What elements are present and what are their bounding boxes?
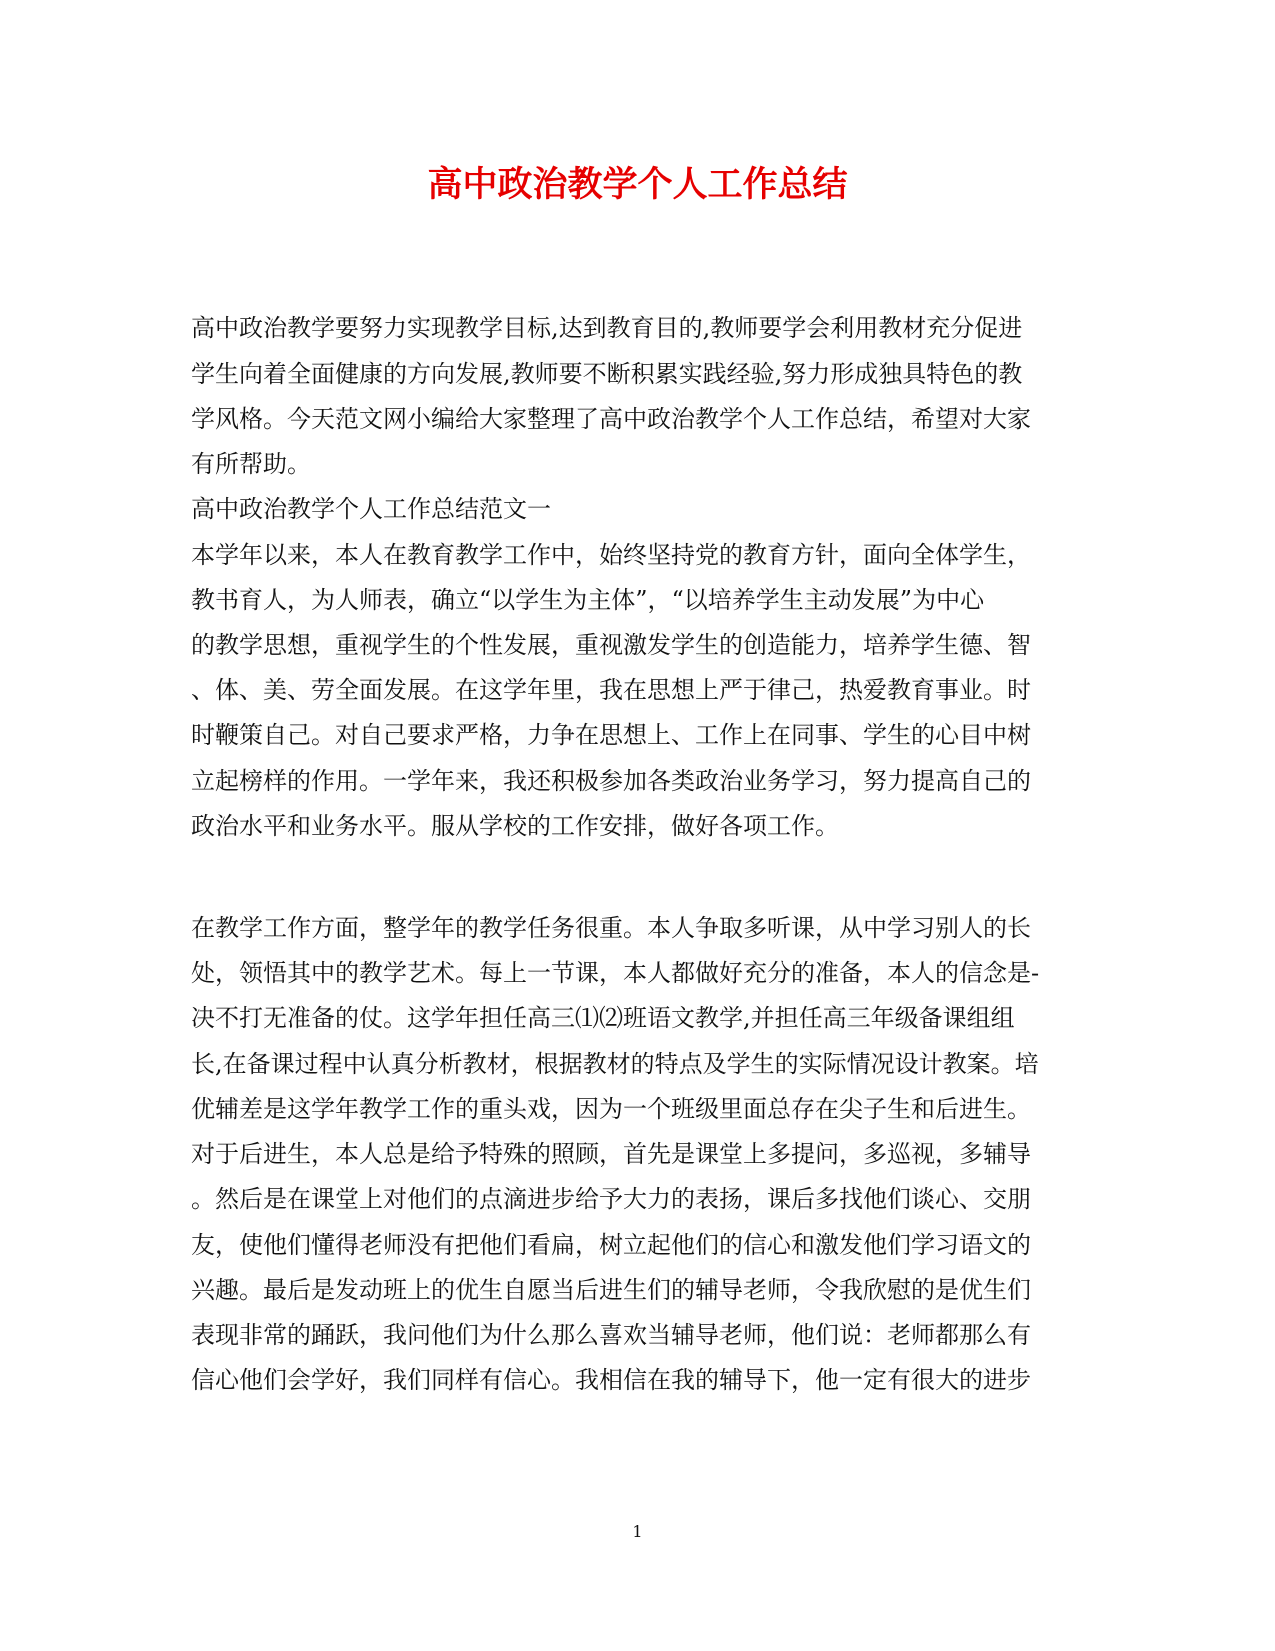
section-heading: 高中政治教学个人工作总结范文一 bbox=[191, 495, 551, 523]
page-number: 1 bbox=[632, 1522, 643, 1541]
text-line: 高中政治教学要努力实现教学目标,达到教育目的,教师要学会利用教材充分促进 bbox=[191, 314, 1023, 342]
text-line: 时鞭策自己。对自己要求严格，力争在思想上、工作上在同事、学生的心目中树 bbox=[191, 721, 1031, 749]
page-title: 高中政治教学个人工作总结 bbox=[427, 164, 848, 205]
text-line: 本学年以来，本人在教育教学工作中，始终坚持党的教育方针，面向全体学生， bbox=[191, 541, 1031, 569]
text-line: 长,在备课过程中认真分析教材，根据教材的特点及学生的实际情况设计教案。培 bbox=[191, 1050, 1039, 1078]
text-line: 的教学思想，重视学生的个性发展，重视激发学生的创造能力，培养学生德、智 bbox=[191, 631, 1031, 659]
text-line: 处，领悟其中的教学艺术。每上一节课，本人都做好充分的准备，本人的信念是- bbox=[191, 959, 1040, 987]
text-line: 政治水平和业务水平。服从学校的工作安排，做好各项工作。 bbox=[191, 812, 839, 840]
text-line: 优辅差是这学年教学工作的重头戏，因为一个班级里面总存在尖子生和后进生。 bbox=[191, 1095, 1031, 1123]
text-line: 决不打无准备的仗。这学年担任高三⑴⑵班语文教学,并担任高三年级备课组组 bbox=[191, 1004, 1015, 1032]
text-line: 。然后是在课堂上对他们的点滴进步给予大力的表扬，课后多找他们谈心、交朋 bbox=[191, 1185, 1031, 1213]
text-line: 友，使他们懂得老师没有把他们看扁，树立起他们的信心和激发他们学习语文的 bbox=[191, 1231, 1031, 1259]
text-line: 兴趣。最后是发动班上的优生自愿当后进生们的辅导老师，令我欣慰的是优生们 bbox=[191, 1276, 1031, 1304]
text-line: 、体、美、劳全面发展。在这学年里，我在思想上严于律己，热爱教育事业。时 bbox=[191, 676, 1031, 704]
text-line: 教书育人，为人师表，确立“以学生为主体”，“以培养学生主动发展”为中心 bbox=[191, 586, 985, 614]
text-line: 学风格。今天范文网小编给大家整理了高中政治教学个人工作总结，希望对大家 bbox=[191, 405, 1031, 433]
text-line: 立起榜样的作用。一学年来，我还积极参加各类政治业务学习，努力提高自己的 bbox=[191, 767, 1031, 795]
text-line: 表现非常的踊跃，我问他们为什么那么喜欢当辅导老师，他们说：老师都那么有 bbox=[191, 1321, 1031, 1349]
text-line: 有所帮助。 bbox=[191, 450, 311, 478]
text-line: 学生向着全面健康的方向发展,教师要不断积累实践经验,努力形成独具特色的教 bbox=[191, 360, 1023, 388]
text-line: 对于后进生，本人总是给予特殊的照顾，首先是课堂上多提问，多巡视，多辅导 bbox=[191, 1140, 1031, 1168]
text-line: 在教学工作方面，整学年的教学任务很重。本人争取多听课，从中学习别人的长 bbox=[191, 914, 1031, 942]
text-line: 信心他们会学好，我们同样有信心。我相信在我的辅导下，他一定有很大的进步 bbox=[191, 1366, 1031, 1394]
